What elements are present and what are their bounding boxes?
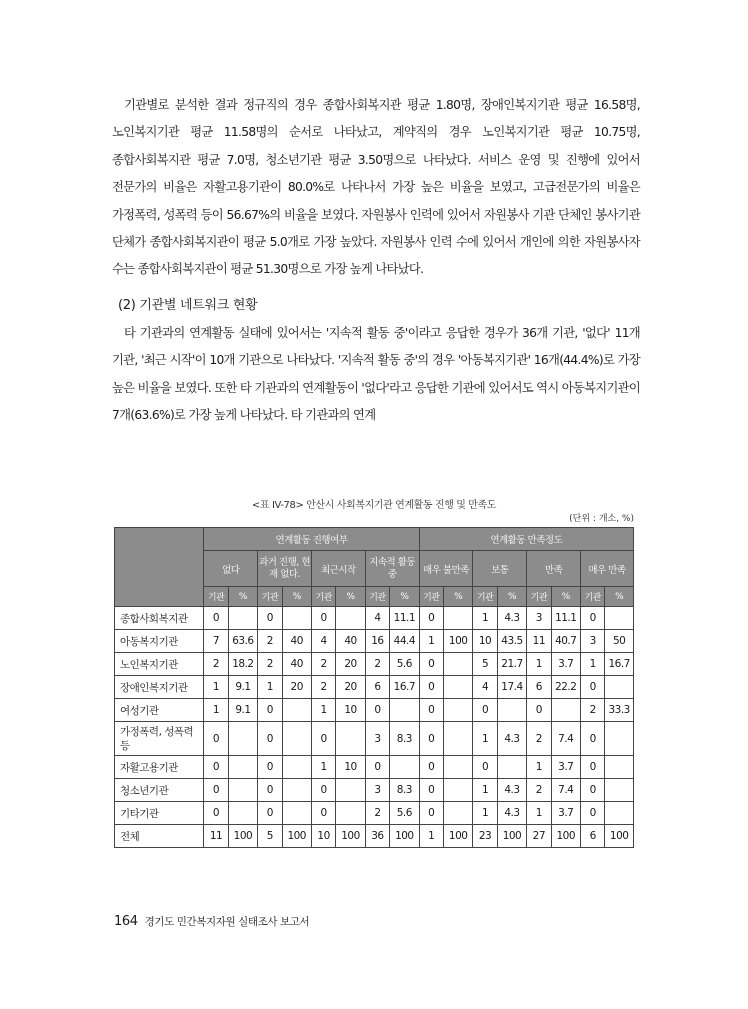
cell-percent	[605, 756, 634, 779]
unit-header-count: 기관	[473, 587, 497, 607]
cell-count: 1	[311, 699, 335, 722]
cell-count: 5	[258, 825, 282, 848]
group-header-progress: 연계활동 진행여부	[204, 528, 419, 551]
body-paragraph-2: 타 기관과의 연계활동 실태에 있어서는 '지속적 활동 중'이라고 응답한 경우가 36개 기관, '없다' 11개 기관, '최근 시작'이 10개 기관으로 나타났다. '지속적 활동 중'의 경우 '아동복지기관' 16개(44.4%)로 가장 높은 비율을 보였다. 또한 타 기관과의 연계활동이 '없다'라고 응답한 기관에 있어서도 역시 아동복지기관이 7개(63.6%)로 가장 높게 나타났다. 타 기관과의 연계	[112, 325, 640, 423]
body-paragraph-1: 기관별로 분석한 결과 정규직의 경우 종합사회복지관 평균 1.80명, 장애인복지기관 평균 16.58명, 노인복지기관 평균 11.58명의 순서로 나타났고, 계약직의 경우 노인복지기관 평균 10.75명, 종합사회복지관 평균 7.0명, 청소년기관 평균 3.50명으로 나타났다. 서비스 운영 및 진행에 있어서 전문가의 비율은 자활고용기관이 80.0%로 나타나서 가장 높은 비율을 보였고, 고급전문가의 비율은 가정폭력, 성폭력 등이 56.67%의 비율을 보였다. 자원봉사 인력에 있어서 자원봉사 기관 단체인 봉사기관 단체가 종합사회복지관이 평균 5.0개로 가장 높았다. 자원봉사 인력 수에 있어서 개인에 의한 자원봉사자 수는 종합사회복지관이 평균 51.30명으로 가장 높게 나타났다.	[112, 98, 640, 277]
cell-count: 1	[419, 630, 443, 653]
cell-count: 6	[527, 676, 551, 699]
unit-header-percent: %	[390, 587, 420, 607]
cell-percent	[443, 779, 472, 802]
page-number: 164	[114, 914, 138, 929]
cell-percent: 40	[282, 653, 311, 676]
cell-percent	[228, 722, 257, 756]
table-corner-cell	[115, 528, 204, 607]
row-label: 자활고용기관	[115, 756, 204, 779]
cell-count: 2	[204, 653, 228, 676]
cell-count: 11	[204, 825, 228, 848]
unit-header-count: 기관	[258, 587, 282, 607]
sub-header-satisfied: 만족	[527, 551, 581, 587]
section-title: (2) 기관별 네트워크 현황	[118, 297, 258, 313]
cell-percent: 50	[605, 630, 634, 653]
table-row	[115, 802, 634, 825]
cell-percent: 7.4	[551, 779, 580, 802]
cell-percent: 3.7	[551, 802, 580, 825]
cell-count: 27	[527, 825, 551, 848]
cell-count: 0	[473, 756, 497, 779]
cell-count: 6	[365, 676, 389, 699]
cell-percent	[336, 802, 365, 825]
cell-count: 4	[311, 630, 335, 653]
cell-count: 1	[527, 653, 551, 676]
cell-percent: 4.3	[497, 607, 526, 630]
cell-percent	[443, 699, 472, 722]
cell-count: 0	[311, 802, 335, 825]
table-row	[115, 676, 634, 699]
cell-count: 0	[527, 699, 551, 722]
cell-percent: 10	[336, 699, 365, 722]
cell-percent: 16.7	[390, 676, 420, 699]
cell-count: 23	[473, 825, 497, 848]
cell-count: 10	[311, 825, 335, 848]
row-label: 여성기관	[115, 699, 204, 722]
cell-percent	[228, 779, 257, 802]
table-row	[115, 699, 634, 722]
cell-percent: 100	[497, 825, 526, 848]
cell-count: 2	[365, 802, 389, 825]
unit-header-percent: %	[551, 587, 580, 607]
cell-count: 0	[419, 699, 443, 722]
cell-percent: 4.3	[497, 802, 526, 825]
cell-percent: 17.4	[497, 676, 526, 699]
cell-count: 1	[527, 802, 551, 825]
cell-count: 4	[365, 607, 389, 630]
cell-count: 0	[473, 699, 497, 722]
cell-count: 36	[365, 825, 389, 848]
unit-header-percent: %	[228, 587, 257, 607]
cell-percent: 63.6	[228, 630, 257, 653]
unit-header-count: 기관	[365, 587, 389, 607]
cell-percent	[282, 607, 311, 630]
cell-count: 0	[204, 756, 228, 779]
sub-header-none: 없다	[204, 551, 258, 587]
cell-percent	[443, 802, 472, 825]
cell-percent	[443, 756, 472, 779]
cell-count: 0	[258, 756, 282, 779]
cell-count: 0	[580, 676, 604, 699]
cell-percent: 100	[605, 825, 634, 848]
cell-count: 2	[580, 699, 604, 722]
cell-percent: 40.7	[551, 630, 580, 653]
cell-count: 0	[580, 802, 604, 825]
cell-percent: 16.7	[605, 653, 634, 676]
cell-percent: 7.4	[551, 722, 580, 756]
cell-count: 0	[311, 779, 335, 802]
cell-percent: 4.3	[497, 779, 526, 802]
row-label: 청소년기관	[115, 779, 204, 802]
cell-percent	[605, 607, 634, 630]
group-header-satisfaction: 연계활동 만족정도	[419, 528, 633, 551]
cell-percent: 43.5	[497, 630, 526, 653]
cell-count: 0	[419, 653, 443, 676]
data-table	[114, 527, 634, 848]
cell-percent: 9.1	[228, 699, 257, 722]
table-row	[115, 756, 634, 779]
cell-count: 16	[365, 630, 389, 653]
cell-percent	[390, 756, 420, 779]
cell-percent: 3.7	[551, 653, 580, 676]
sub-header-ongoing: 지속적 활동 중	[365, 551, 419, 587]
table-title: <표 IV-78> 안산시 사회복지기관 연계활동 진행 및 만족도	[251, 500, 497, 511]
cell-count: 0	[365, 699, 389, 722]
cell-count: 1	[419, 825, 443, 848]
cell-count: 2	[258, 653, 282, 676]
cell-percent: 21.7	[497, 653, 526, 676]
cell-count: 0	[580, 779, 604, 802]
row-label: 기타기관	[115, 802, 204, 825]
cell-count: 10	[473, 630, 497, 653]
cell-count: 2	[311, 676, 335, 699]
row-label: 종합사회복지관	[115, 607, 204, 630]
cell-count: 1	[580, 653, 604, 676]
cell-count: 0	[258, 722, 282, 756]
unit-header-percent: %	[443, 587, 472, 607]
cell-percent: 3.7	[551, 756, 580, 779]
cell-count: 1	[473, 779, 497, 802]
table-row	[115, 653, 634, 676]
cell-percent: 5.6	[390, 802, 420, 825]
cell-percent: 40	[282, 630, 311, 653]
cell-count: 0	[258, 802, 282, 825]
cell-percent: 100	[551, 825, 580, 848]
row-label: 아동복지기관	[115, 630, 204, 653]
unit-header-percent: %	[605, 587, 634, 607]
cell-count: 0	[258, 607, 282, 630]
cell-count: 0	[204, 779, 228, 802]
cell-percent	[443, 676, 472, 699]
unit-header-count: 기관	[204, 587, 228, 607]
cell-count: 3	[580, 630, 604, 653]
cell-count: 2	[365, 653, 389, 676]
table-row	[115, 825, 634, 848]
table-row	[115, 607, 634, 630]
cell-percent: 22.2	[551, 676, 580, 699]
cell-count: 0	[204, 802, 228, 825]
cell-percent	[282, 779, 311, 802]
cell-percent: 100	[443, 630, 472, 653]
unit-header-count: 기관	[419, 587, 443, 607]
cell-count: 1	[473, 722, 497, 756]
cell-percent: 20	[336, 653, 365, 676]
cell-count: 0	[204, 607, 228, 630]
cell-percent	[443, 722, 472, 756]
cell-count: 3	[527, 607, 551, 630]
table-row	[115, 779, 634, 802]
cell-count: 0	[258, 699, 282, 722]
page-body	[112, 92, 640, 429]
cell-count: 0	[419, 779, 443, 802]
sub-header-very-satisfied: 매우 만족	[580, 551, 633, 587]
cell-percent: 100	[228, 825, 257, 848]
cell-count: 0	[580, 756, 604, 779]
cell-percent: 5.6	[390, 653, 420, 676]
cell-percent	[336, 607, 365, 630]
cell-count: 0	[419, 802, 443, 825]
unit-header-count: 기관	[580, 587, 604, 607]
cell-percent: 33.3	[605, 699, 634, 722]
cell-count: 11	[527, 630, 551, 653]
cell-count: 6	[580, 825, 604, 848]
cell-count: 1	[473, 802, 497, 825]
cell-count: 0	[419, 756, 443, 779]
cell-count: 1	[204, 699, 228, 722]
row-label: 가정폭력, 성폭력 등	[115, 722, 204, 756]
cell-percent: 100	[336, 825, 365, 848]
cell-count: 3	[365, 722, 389, 756]
cell-percent	[282, 802, 311, 825]
cell-percent	[443, 653, 472, 676]
cell-percent: 100	[282, 825, 311, 848]
sub-header-recent: 최근시작	[311, 551, 365, 587]
cell-count: 1	[473, 607, 497, 630]
cell-percent: 20	[282, 676, 311, 699]
page-footer	[114, 914, 309, 929]
cell-percent: 11.1	[390, 607, 420, 630]
cell-percent: 100	[443, 825, 472, 848]
sub-header-past: 과거 진행, 현재 없다.	[258, 551, 312, 587]
cell-count: 4	[473, 676, 497, 699]
cell-count: 1	[311, 756, 335, 779]
table-row	[115, 722, 634, 756]
cell-count: 5	[473, 653, 497, 676]
cell-count: 0	[419, 676, 443, 699]
cell-percent	[282, 722, 311, 756]
unit-header-percent: %	[282, 587, 311, 607]
cell-count: 0	[580, 607, 604, 630]
cell-count: 0	[311, 722, 335, 756]
row-label: 장애인복지기관	[115, 676, 204, 699]
cell-percent	[605, 676, 634, 699]
cell-percent: 100	[390, 825, 420, 848]
cell-count: 1	[527, 756, 551, 779]
row-label: 노인복지기관	[115, 653, 204, 676]
cell-count: 0	[419, 607, 443, 630]
cell-count: 7	[204, 630, 228, 653]
cell-percent: 44.4	[390, 630, 420, 653]
cell-count: 2	[311, 653, 335, 676]
cell-percent	[443, 607, 472, 630]
cell-percent	[282, 699, 311, 722]
cell-count: 0	[580, 722, 604, 756]
cell-count: 2	[527, 779, 551, 802]
cell-percent	[228, 607, 257, 630]
cell-count: 1	[204, 676, 228, 699]
table-unit: (단위 : 개소, %)	[569, 514, 634, 524]
cell-percent: 18.2	[228, 653, 257, 676]
cell-percent: 40	[336, 630, 365, 653]
cell-percent: 8.3	[390, 779, 420, 802]
cell-percent: 20	[336, 676, 365, 699]
cell-count: 0	[311, 607, 335, 630]
report-title: 경기도 민간복지자원 실태조사 보고서	[144, 916, 310, 928]
cell-count: 3	[365, 779, 389, 802]
cell-percent: 10	[336, 756, 365, 779]
row-label: 전체	[115, 825, 204, 848]
cell-percent: 9.1	[228, 676, 257, 699]
cell-percent	[336, 779, 365, 802]
cell-percent	[228, 802, 257, 825]
cell-percent	[390, 699, 420, 722]
cell-count: 0	[258, 779, 282, 802]
cell-percent	[605, 802, 634, 825]
cell-percent: 11.1	[551, 607, 580, 630]
sub-header-neutral: 보통	[473, 551, 527, 587]
cell-percent	[605, 779, 634, 802]
sub-header-very-dissatisfied: 매우 불만족	[419, 551, 473, 587]
cell-percent	[336, 722, 365, 756]
cell-count: 0	[204, 722, 228, 756]
cell-percent: 8.3	[390, 722, 420, 756]
cell-count: 0	[419, 722, 443, 756]
cell-percent	[282, 756, 311, 779]
unit-header-count: 기관	[527, 587, 551, 607]
unit-header-count: 기관	[311, 587, 335, 607]
cell-count: 1	[258, 676, 282, 699]
cell-percent	[605, 722, 634, 756]
cell-count: 2	[258, 630, 282, 653]
cell-percent	[497, 699, 526, 722]
cell-percent	[497, 756, 526, 779]
cell-percent: 4.3	[497, 722, 526, 756]
cell-percent	[551, 699, 580, 722]
cell-count: 0	[365, 756, 389, 779]
unit-header-percent: %	[497, 587, 526, 607]
table-row	[115, 630, 634, 653]
cell-count: 2	[527, 722, 551, 756]
cell-percent	[228, 756, 257, 779]
unit-header-percent: %	[336, 587, 365, 607]
